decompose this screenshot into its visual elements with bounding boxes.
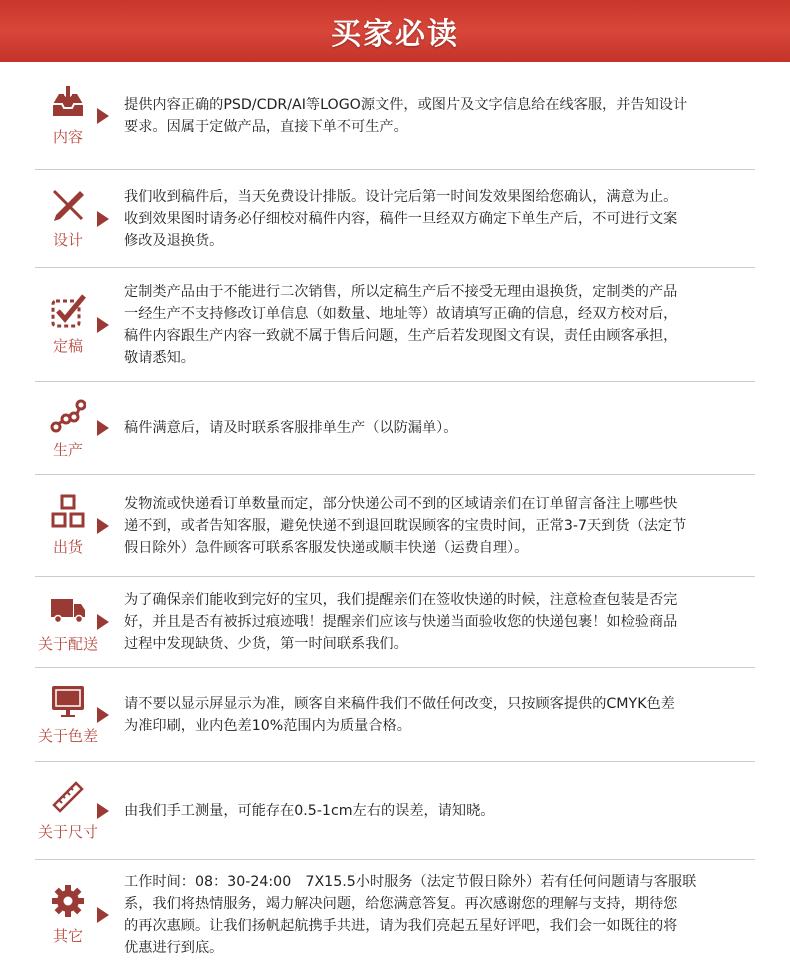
header-banner [0, 0, 790, 62]
row-label: 关于色差 [37, 727, 98, 745]
ruler-icon [50, 779, 86, 815]
notice-row [35, 668, 755, 762]
row-icon-group [35, 860, 101, 969]
notice-row [35, 860, 755, 969]
row-icon-group [35, 577, 101, 667]
text-line: 定制类产品由于不能进行二次销售，所以定稿生产后不接受无理由退换货，定制类的产品 [124, 283, 678, 300]
triangle-arrow-icon [97, 317, 109, 333]
text-line: 过程中发现缺货、少货，第一时间联系我们。 [124, 636, 408, 652]
text-line: 优惠进行到底。 [124, 939, 224, 956]
row-text [124, 589, 755, 655]
truck-icon [50, 591, 86, 627]
row-label: 设计 [52, 231, 83, 249]
text-line: 要求。因属于定做产品，直接下单不可生产。 [124, 118, 408, 135]
row-icon-group [35, 762, 101, 859]
notice-row [35, 475, 755, 577]
notice-list [0, 62, 790, 969]
text-line: 工作时间：08：30-24:00 7X15.5小时服务（法定节假日除外）若有任何问题请与客服联 [124, 873, 697, 890]
text-line: 稿件内容跟生产内容一致就不属于售后问题，生产后若发现图文有误，责任由顾客承担， [124, 327, 678, 344]
boxes-icon [50, 494, 86, 530]
row-icon-group [35, 668, 101, 761]
row-label: 内容 [52, 128, 83, 146]
row-label: 其它 [52, 927, 83, 945]
row-label: 生产 [52, 440, 83, 459]
row-text [124, 800, 755, 822]
text-line: 稿件满意后，请及时联系客服排单生产（以防漏单）。 [124, 420, 458, 436]
row-icon-group [35, 170, 101, 267]
process-nodes-icon [50, 397, 86, 433]
pencil-ruler-icon [50, 187, 86, 223]
text-line: 我们收到稿件后，当天免费设计排版。设计完后第一时间发效果图给您确认，满意为止。 [124, 188, 678, 205]
triangle-arrow-icon [97, 420, 109, 436]
text-line: 一经生产不支持修改订单信息（如数量、地址等）故请填写正确的信息，经双方校对后， [124, 305, 678, 322]
triangle-arrow-icon [97, 518, 109, 534]
checkbox-icon [50, 293, 86, 329]
notice-row [35, 382, 755, 475]
notice-row [35, 577, 755, 668]
row-icon-group [35, 62, 101, 169]
row-text [124, 186, 755, 252]
text-line: 的再次惠顾。让我们扬帆起航携手共进，请为我们亮起五星好评吧，我们会一如既往的将 [124, 917, 678, 934]
text-line: 系，我们将热情服务，竭力解决问题，给您满意答复。再次感谢您的理解与支持，期待您 [124, 895, 678, 912]
row-icon-group [35, 268, 101, 381]
triangle-arrow-icon [97, 614, 109, 630]
row-text [124, 871, 755, 959]
row-label: 定稿 [52, 337, 83, 355]
row-icon-group [35, 475, 101, 576]
text-line: 修改及退换货。 [124, 232, 224, 249]
row-text [124, 493, 755, 559]
text-line: 由我们手工测量，可能存在0.5-1cm左右的误差，请知晓。 [124, 802, 495, 819]
text-line: 为准印刷，业内色差10%范围内为质量合格。 [124, 717, 411, 734]
row-text [124, 94, 755, 138]
notice-row [35, 170, 755, 268]
triangle-arrow-icon [97, 108, 109, 124]
text-line: 递不到，或者告知客服，避免快递不到退回耽误顾客的宝贵时间，正常3-7天到货（法定节 [124, 517, 687, 534]
text-line: 为了确保亲们能收到完好的宝贝，我们提醒亲们在签收快递的时候，注意检查包装是否完 [124, 592, 678, 608]
text-line: 假日除外）急件顾客可联系客服发快递或顺丰快递（运费自理）。 [124, 539, 529, 556]
triangle-arrow-icon [97, 211, 109, 227]
notice-row [35, 62, 755, 170]
row-label: 关于配送 [37, 634, 98, 653]
text-line: 请不要以显示屏显示为准，顾客自来稿件我们不做任何改变，只按顾客提供的CMYK色差 [124, 695, 675, 712]
row-icon-group [35, 382, 101, 474]
monitor-icon [50, 683, 86, 719]
text-line: 好，并且是否有被拆过痕迹哦！提醒亲们应该与快递当面验收您的快递包裹！如检验商品 [124, 614, 678, 630]
triangle-arrow-icon [97, 707, 109, 723]
notice-row [35, 268, 755, 382]
triangle-arrow-icon [97, 907, 109, 923]
inbox-download-icon [50, 84, 86, 120]
text-line: 敬请悉知。 [124, 349, 195, 366]
notice-row [35, 762, 755, 860]
text-line: 发物流或快递看订单数量而定，部分快递公司不到的区域请亲们在订单留言备注上哪些快 [124, 495, 678, 512]
row-label: 关于尺寸 [37, 823, 98, 841]
row-label: 出货 [52, 538, 83, 556]
page-title: 买家必读 [331, 17, 459, 52]
row-text [124, 417, 755, 439]
text-line: 收到效果图时请务必仔细校对稿件内容，稿件一旦经双方确定下单生产后，不可进行文案 [124, 210, 678, 227]
row-text [124, 281, 755, 369]
row-text [124, 693, 755, 737]
gear-icon [50, 883, 86, 919]
triangle-arrow-icon [97, 803, 109, 819]
text-line: 提供内容正确的PSD/CDR/AI等LOGO源文件，或图片及文字信息给在线客服，并告知设计 [124, 96, 688, 113]
